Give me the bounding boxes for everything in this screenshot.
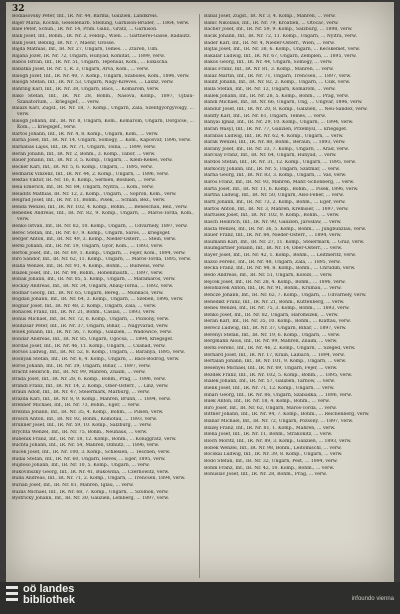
register-entry: Berki Ferenc, Inf., IR. Nr. 46, 2. Komp., Ungarn, ... Szeged, verw. bbox=[204, 346, 356, 352]
register-entry: Berger Anton, Inf., IR. Nr. 49, 3. Komp., Nieder-Österr., ... Stein, verw. bbox=[12, 237, 177, 243]
register-entry: Bakalár Ludwig, Inf., IR. Nr. 67, Ungarn, Zemplén, ... 1895, verw. bbox=[204, 53, 357, 59]
register-entry: Basch Heinrich, Inf., IR. Nr. 90, Galizien, Jarosław, ... verw. bbox=[204, 219, 342, 225]
register-entry: Bartha Ludwig, Inf., IR. Nr. 50, Ungarn, Alsó-Fehér, ... verw. bbox=[204, 193, 344, 199]
register-entry: Bittner Johann, Inf., IR. Nr. 94, 7. Komp., Böhm., ... Reichenberg, verw. bbox=[204, 412, 370, 418]
register-entry: Bajana Jozef, IR. Nr. 72, Ungarn, Hunyad, Komitat, ... 1899, verw. bbox=[12, 53, 165, 59]
register-entry: Balázs Karl, Zugsf., IR. Nr. 18, 7. Komp., Ungarn, Zala, Szentgyörgyvölgy, ... verw. bbox=[12, 106, 194, 118]
logo-mark-icon bbox=[6, 583, 20, 607]
register-entry: Bulla Andreas, Inf., IR. Nr. 71, 2. Komp., Ungarn, ... Trencsén, 1894, verw. bbox=[12, 476, 186, 482]
register-entry: Berec Stefan, Inf., IR. Nr. 67, 9. Komp., Ungarn, Sáros, ... kriegsgef. bbox=[12, 230, 171, 236]
register-entry: Bale Peter, Schuh., IR. Nr. 14, Prim. Galiz., Gratz, ... Garnison. bbox=[12, 27, 158, 33]
register-entry: Bandur Josef, Inf., IR. Nr. 20, 8. Komp., Galizien, ... Neu-Sandez, verw. bbox=[204, 106, 368, 112]
register-entry: Bukovinszky Georg, Inf., IR. Nr. 41, Bukowina, ... Czernowitz, verw. bbox=[12, 469, 170, 475]
register-entry: Bartoš Anton, Inf., IR. Nr. 3, Mähren, Kremsier, ... 1897, verw. bbox=[204, 206, 349, 212]
logo-text-line1: oö landes bbox=[23, 583, 75, 595]
register-entry: Bela Emerich, Inf., IR. Nr. 84, Ungarn, Nyitra, ... Kom., verw. bbox=[12, 184, 154, 190]
register-entry: Beladits Mathias, IR. Nr. 12, 2. Komp., Ungarn, ... Sopron, Kom., verw. bbox=[12, 191, 177, 197]
register-entry: Bobák Johann, Inf., IR. Nr. 85, 5. Komp., Ungarn, ... Máramaros, verw. bbox=[12, 277, 176, 283]
register-entry: Bertalan Johann, Inf., IR. Nr. 101, 9. Komp., Ungarn, ... verw. bbox=[204, 359, 347, 365]
register-entry: Bognár Josef, Inf., IR. Nr. 48, 2. Komp., Ungarn, Zala, ... verw. bbox=[12, 303, 157, 309]
register-entry: Bertók Josef, Inf., IR. Nr. 69, 1. Komp., Ungarn, ... Fejér, Kom., 1894, verw. bbox=[12, 250, 186, 256]
register-entry: Bahring Karl, Inf., IR. Nr. 38, Ungarn, Bács, ... Komárom, verw. bbox=[12, 87, 160, 93]
register-entry: Besenyei Michael, Inf., IR. Nr. 69, Ungarn, Fejér, ... verw. bbox=[204, 365, 338, 371]
register-entry: Balk Josef, Inf., Böhm., IR. Nr. 2, Feldsp., Wien. ... Gärtnerei-Gasse, Radautz. bbox=[12, 33, 191, 39]
register-entry: Biró Josef, Inf., IR. Nr. 62, Ungarn, Maros-Torda, ... verw. bbox=[204, 405, 337, 411]
register-entry: Blaha Wenzel, Inf., IR. Nr. 91, 4. Komp., Böhm., ... Budweis, verw. bbox=[12, 263, 165, 269]
register-entry: Barák Wenzel, Inf., IR. Nr. 88, Böhm., Beraun, ... 1893, verw. bbox=[204, 140, 346, 146]
register-entry: Barna Georg, Inf., IR. Nr. 83, 3. Komp., Ungarn, ... Vas, verw. bbox=[204, 173, 347, 179]
register-entry: Benedikt Franz, Inf., IR. Nr. 21, Böhm., Kuttenberg, ... verw. bbox=[204, 299, 345, 305]
register-entry: Böhm Franz, Inf., IR. Nr. 42, 10. Komp., Böhm., ... verw. bbox=[204, 465, 335, 471]
register-entry: Bujdosó Johann, Inf., IR. Nr. 10, 5. Komp., Ungarn, ... verw. bbox=[12, 463, 150, 469]
register-entry: Brunner Josef, Inf., IR. Nr. 59, 10. Komp., Salzburg, ... verw. bbox=[12, 423, 152, 429]
register-entry: Bánffy Karl, Inf., IR. Nr. 61, Ungarn, Temes, ... verw. bbox=[204, 113, 326, 119]
register-entry: Brandl Franz, Inf., IR. Nr. 14, 2. Komp., Ober-Österr., ... Linz, verw. bbox=[12, 383, 169, 389]
register-entry: Bartl Johann, Inf., IR. Nr. 73, 2. Komp., Böhm., ... Eger, verw. bbox=[204, 199, 346, 205]
register-entry: Bányai Ignaz, Inf., IR. Nr. 29, 10. Komp., Ungarn, ... 1894, verw. bbox=[204, 120, 354, 126]
register-entry: Beran Johann, Inf., IR. Nr. 2, Böhm., 3. Komp., Tábor, ... verw. bbox=[12, 151, 156, 157]
register-entry: Bubenik Franz, Inf., IR. Nr. 18, 12. Komp., Böhm., ... Königgrätz, verw. bbox=[12, 436, 177, 442]
register-entry: Bohuš Michael, Inf., IR. Nr. 72, 6. Komp., Ungarn, ... Pozsony, verw. bbox=[12, 317, 170, 323]
register-entry: Bartusek Josef, Inf., IR. Nr. 102, 9. Komp., Böhm., ... verw. bbox=[204, 213, 340, 219]
register-entry: Bačík Johann, Inf., IR. Nr. 72, 11. Komp., Ungarn, ... Nyitra, verw. bbox=[204, 33, 357, 39]
register-entry: Bálogh Stefan, Inf., IR. Nr. 53, Ungarn, Nagy-Kiréves, ... Laxnz, verw. bbox=[12, 80, 174, 86]
register-entry: Ballek Johann, Inf., IR. Nr. 28, 5. Komp., Böhm., ... Prag, verw. bbox=[204, 93, 349, 99]
register-entry: Benedek Andreas, Inf., IR. Nr. 82, 9. Komp., Ungarn, ... Maros-Torda, Kom., verw. bbox=[12, 211, 194, 223]
register-entry: Balint Johann, Inf., IR. Nr. 82, 2. Komp., Ungarn, ... Csík, verw. bbox=[204, 80, 351, 86]
register-entry: Bogdan Johann, Inf., IR. Nr. 64, 3. Komp., Ungarn, ... Szeben, 1896, verw. bbox=[12, 297, 184, 303]
register-entry: Bosnyák Stefan, Inf., IR. Nr. 6, 4. Komp., Ungarn, ... Bács-Bodrog, verw. bbox=[12, 356, 180, 362]
register-entry: Buchta Johann, Inf., IR. Nr. 54, Mähren, Olmütz, ... 1896, verw. bbox=[12, 443, 160, 449]
register-entry: Brychta Wenzel, Inf., IR. Nr. 75, Böhm., Neuhaus, ... verw. bbox=[12, 429, 148, 435]
logo-text-line2: bibliothek bbox=[23, 594, 75, 606]
register-entry: Balk Josef, Bebing, IR. Nr. 7, Maehr, Grosse. bbox=[12, 40, 116, 46]
register-entry: Baumann Karl, Inf., IR. Nr. 27, 11. Komp., Steiermark, ... Graz, verw. bbox=[204, 239, 365, 245]
register-entry: Balaš Franz, Inf., IR. Nr. 81, 3. Komp., Mähren, ... verw. bbox=[204, 67, 334, 73]
register-entry: Bíró Sándor, Inf., IR. Nr. 62, 11. Komp., Ungarn, ... Maros-Torda, 1895, verw. bbox=[12, 257, 192, 263]
register-entry: Blanár Michael, Inf., IR. Nr. 72, Ungarn, Pozsony, ... 1897, verw. bbox=[204, 419, 354, 425]
register-entry: Bodlasovský Peter, Inf., IR. Nr. 44, Barma, Galizien, Landkreis. bbox=[12, 14, 159, 19]
register-entry: Bergmann Alois, Inf., IR. Nr. 99, Mähren, Znaim, ... verw. bbox=[204, 339, 338, 345]
register-entry: Bystřický Johann, Inf., IR. Nr. 30, Galizien, Lemberg, ... 1897, verw. bbox=[12, 496, 170, 502]
column-divider bbox=[199, 14, 200, 578]
register-entry: Becker Karl, Inf., IR. Nr. 5, 6. Komp., Ungarn, ... 1895, verw. bbox=[12, 164, 153, 170]
register-entry: Bolek Johann, Inf., IR. Nr. 56, 7. Komp., Galizien, ... Wadowice, verw. bbox=[12, 330, 173, 336]
register-entry: Bočkay Andreas, Inf., IR. Nr. 34, Ungarn, Abauj-Torna, ... 1892, verw. bbox=[12, 283, 174, 289]
register-entry: Bondár Andreas, Inf., IR. Nr. 85, Ungarn, Ugocsa, ... 1894, kriegsgef. bbox=[12, 337, 174, 343]
register-entry: Budai Stefan, Inf., IR. Nr. 60, Ungarn, Heves, ... Eger, 1895, verw. bbox=[12, 456, 166, 462]
register-entry: Berki Johann, Inf., IR. Nr. 19, Ungarn, Győr, Kom., ... 1893, verw. bbox=[12, 244, 164, 250]
register-entry: Bernard Josef, Inf., IR. Nr. 17, Krain, Laibach, ... 1894, verw. bbox=[204, 352, 345, 358]
register-entry: Baláž Martin, Inf., IR. Nr. 71, Ungarn, Trencsén, ... 1897, verw. bbox=[204, 73, 352, 79]
register-entry: Buzás Michael, Inf., IR. Nr. 68, 7. Komp., Ungarn, ... Szolnok, verw. bbox=[12, 489, 169, 495]
register-entry: Brenner Michael, Inf., IR. Nr. 73, Böhm., Eger, ... verw. bbox=[12, 403, 141, 409]
register-entry: Bejček Josef, Inf., IR. Nr. 28, 4. Komp., Böhm., ... 1896, verw. bbox=[204, 279, 346, 285]
register-entry: Bednárik Vinzenz, Inf., IR. Nr. 44, 2. Komp., Ungarn, ... 1896, verw. bbox=[12, 171, 170, 177]
register-entry: Bader Karl, Inf., IR. Nr. 4, Nieder-Österr., Wien, ... verw. bbox=[204, 40, 336, 46]
register-entry: Bálogh Jozef, Inf., IR. Nr. 40, 7. Komp., Ungarn, Szaboles, Kom., 1896, verw. bbox=[12, 73, 190, 79]
register-entry: Bečka Franz, Inf., IR. Nr. 98, 8. Komp., Böhm., ... Chrudim, verw. bbox=[204, 266, 356, 272]
register-entry: Baran Wasyl, Inf., IR. Nr. 77, Galizien, Przemyśl, ... kriegsgef. bbox=[204, 126, 348, 132]
register-entry: Barcsay Franz, Inf., IR. Nr. 64, Ungarn, Hunyad, ... verw. bbox=[204, 153, 337, 159]
register-entry: Bordás Josef, Inf., IR. Nr. 46, 11. Komp., Ungarn, ... Csanád, verw. bbox=[12, 343, 166, 349]
register-entry: Blažek Josef, Inf., IR. Nr. 98, Böhm., Hohenmauth, ... 1897, verw. bbox=[12, 270, 164, 276]
register-entry: Bajer Maria, Köchin, Gesellenarb. Stellung, Garnison-Brüder, ... 1864, verw. bbox=[12, 20, 190, 26]
register-entry: Bielik Josef, Inf., IR. Nr. 71, 12. Komp., Ungarn, ... verw. bbox=[204, 385, 335, 391]
register-entry: Brezina Johann, Inf., IR. Nr. 35, 4. Komp., Böhm., ... Pilsen, verw. bbox=[12, 410, 164, 416]
page-number: 32 bbox=[12, 4, 25, 14]
footer-link[interactable]: infoundo vienna bbox=[351, 596, 394, 602]
register-entry: Bakos Georg, Inf., IR. Nr. 44, Ungarn, Somogy, ... verw. bbox=[204, 60, 333, 66]
register-entry: Baroš Franz, Inf., IR. Nr. 93, Mähren, Mähr.-Schönberg, ... verw. bbox=[204, 180, 355, 186]
register-entry: Bazsó Ferenc, Inf., IR. Nr. 48, Ungarn, Zala, ... 1895, verw. bbox=[204, 259, 341, 265]
register-entry: Bracht Heinrich, Inf., IR. Nr. 99, Mähren, Znaim, ... verw. bbox=[12, 370, 146, 376]
register-entry: Barna Josef, Inf., IR. Nr. 14, Ungarn, Somogy, ... Kom., Kaposvár, 1896, verw. bbox=[12, 138, 192, 144]
register-entry: Bodó Stefan, Inf., IR. Nr. 32, Ungarn, Pest, ... 1894, verw. bbox=[204, 458, 338, 464]
register-entry: Bayer Josef, Inf., IR. Nr. 42, 1. Komp., Böhm., ... Leitmeritz, verw. bbox=[204, 253, 357, 259]
register-entry: Bedő Andreas, Inf., IR. Nr. 51, Ungarn, Kolozs, ... verw. bbox=[204, 272, 333, 278]
register-entry: Burián Josef, Inf., IR. Nr. 81, Mähren, Iglau, ... verw. bbox=[12, 483, 134, 489]
register-entry: Bialek Johann, Inf., IR. Nr. 57, Galizien, Tarnów, ... verw. bbox=[204, 379, 336, 385]
register-entry: Belgrád Josef, Inf., IR. Nr. 11, Böhm., Pisek, ... Schlan, Bez., verw. bbox=[12, 198, 166, 204]
register-entry: Berán Karl, Inf., IR. Nr. 35, 10. Komp., Böhm., ... Klattau, verw. bbox=[204, 319, 351, 325]
register-entry: Babić Nikolaus, Inf., IR. Nr. 79, Kroatien, ... Otočac, verw. bbox=[204, 20, 339, 26]
register-entry: Bandi Michael, Inf., IR. Nr. 66, Ungarn, Ung, ... Ungvár, 1896, verw. bbox=[204, 100, 363, 106]
register-entry: Bleha Josef, Inf., IR. Nr. 11, Böhm., Strakonitz, ... verw. bbox=[204, 432, 333, 438]
register-entry: Benda Wenzel, Inf., IR. Nr. 102, 4. Komp., Böhm., ... Beneschau, Bez., verw. bbox=[12, 204, 188, 210]
register-entry: Bezděk Franz, Inf., IR. Nr. 102, 5. Komp., Böhm., ... 1895, verw. bbox=[204, 372, 353, 378]
register-entry: Bloch Moritz, Inf., IR. Nr. 89, 3. Komp., Galizien, ... 1893, verw. bbox=[204, 439, 352, 444]
register-entry: Blažej Franz, Inf., IR. Nr. 81, 1. Komp., Mähren, ... verw. bbox=[204, 425, 336, 431]
register-entry: Baumgartner Johann, Inf., IR. Nr. 14, Ober-Österr., ... verw. bbox=[204, 246, 343, 252]
right-column bbox=[204, 14, 386, 479]
register-entry: Beneš Wenzel, Inf., IR. Nr. 75, 3. Komp., Böhm., ... 1893, verw. bbox=[204, 306, 350, 312]
register-entry: Buček Josef, Inf., IR. Nr. 100, 3. Komp., Schlesien, ... Teschen, verw. bbox=[12, 449, 171, 455]
register-entry: Bacher Josef, Inf., IR. Nr. 59, 9. Komp., Salzburg, ... 1898, verw. bbox=[204, 27, 353, 33]
register-entry: Bajtai Josef, Inf., IR. Nr. 38, 6. Komp., Ungarn, ... Kecskemét, verw. bbox=[204, 47, 361, 53]
register-entry: Barany Josef, Inf., IR. Nr. 33, 7. Komp., Ungarn, ... Arad, verw. bbox=[204, 146, 349, 152]
register-entry: Bektas Viktor, IR. Nr. 16, 8. Komp., Serbien, Bosnien, ... verw. bbox=[12, 178, 156, 184]
register-entry: Bajda Mathias, Inf., IR. Nr. 27, Ungarn, Temes. ... Ztaren, Ulm. bbox=[12, 47, 159, 53]
register-entry: Brada Josef, Inf., IR. Nr. 28, 6. Komp., Böhm., Prag, ... 1896, verw. bbox=[12, 376, 166, 382]
register-entry: Bartos Johann, Inf., IR. Nr. 4, 8. Komp., Ungarn, Kom., ... verw. bbox=[12, 131, 159, 137]
register-entry: Boros Johann, Inf., IR. Nr. 39, Ungarn, Bihar, ... 1897, verw. bbox=[12, 363, 151, 369]
register-entry: Boldizsár Peter, Inf., IR. Nr. 37, Ungarn, Bihar, ... Nagyvárad, verw. bbox=[12, 323, 169, 329]
register-entry: Bakó Stefan, Inf., IR. Nr. 28, Böhm., Nasová, Komp., 1897, Ujfalu-Szanatorium, ... kriegsgef., ... verw. bbox=[12, 93, 194, 105]
register-entry: Bárdos Stefan, Inf., IR. Nr. 31, 12. Komp., Ungarn, ... 1895, verw. bbox=[204, 160, 357, 166]
register-entry: Bašta Wenzel, Inf., IR. Nr. 36, 5. Komp., Böhm., ... Jungbunzlau, verw. bbox=[204, 226, 367, 232]
register-entry: Bocskai Ludwig, Inf., IR. Nr. 39, 8. Komp., Ungarn, ... verw. bbox=[204, 452, 343, 458]
register-entry: Bárta Josef, Inf., IR. Nr. 11, 6. Komp., Böhm., ... Písek, 1896, verw. bbox=[204, 186, 359, 192]
document-page bbox=[6, 2, 394, 582]
library-logo[interactable] bbox=[6, 583, 75, 607]
register-entry: Barkóczy Johann, Inf., IR. Nr. 5, Ungarn, Szatmár, ... verw. bbox=[204, 166, 341, 172]
register-entry: Balla Stefan, Inf., IR. Nr. 12, Ungarn, Komárom, ... verw. bbox=[204, 87, 336, 93]
register-entry: Bobek Wenzel, Inf., IR. Nr. 98, Böhm., Leitomischl, ... verw. bbox=[204, 445, 342, 451]
register-entry: Bauer Franz, Inf., IR. Nr. 84, Nieder-Österr., ... 1894, verw. bbox=[204, 233, 342, 239]
register-entry: Brázda Karl, Inf., IR. Nr. 8, 9. Komp., Mähren, Brünn, ... 1894, verw. bbox=[12, 396, 171, 402]
register-entry: Boháček Franz, Inf., IR. Nr. 21, Böhm., Časlau, ... 1893, verw. bbox=[12, 310, 156, 316]
register-entry: Berecz Ludwig, Inf., IR. Nr. 37, Ungarn, Bihar, ... 1897, verw. bbox=[204, 326, 347, 332]
left-column bbox=[12, 14, 194, 503]
register-entry: Babos Istvan, Inf., IR. Nr. 51, Ungarn, Tepenuál, Kom., ... Eskischa. bbox=[12, 60, 169, 66]
register-entry: Barabás Ludwig, Inf., IR. Nr. 62, 4. Komp., Ungarn, ... verw. bbox=[204, 133, 344, 139]
register-entry: Brosch Anton, Inf., IR. Nr. 92, Böhm., Komotau, ... 1893, verw. bbox=[12, 416, 158, 422]
register-entry: Bilek Anton, Inf., IR. Nr. 18, 4. Komp., Böhm., ... verw. bbox=[204, 399, 330, 405]
register-entry: Bencze Johann, Inf., IR. Nr. 62, 7. Komp., Ungarn, ... Udvarhely, verw. bbox=[204, 292, 367, 298]
register-entry: Bodnár Georg, Inf., IR. Nr. 65, Ungarn, Bereg, ... Munkács, verw. bbox=[12, 290, 164, 296]
register-entry: Bihari Georg, Inf., IR. Nr. 86, Ungarn, Szabadka, ... 1896, verw. bbox=[204, 392, 352, 398]
register-entry: Bauer Johann, Inf., IR. Nr. 3, 5. Komp., Ungarn, ... Klein-Kékes, verw. bbox=[12, 158, 173, 164]
register-entry: Berényi Stefan, Inf., IR. Nr. 19, 6. Komp., Ungarn, ... verw. bbox=[204, 332, 341, 338]
register-entry: Balogh Johann, Inf., IR. Nr. 8, Ungarn, Kom., Komárom, Ungarn, Dörgicse, ... Kom., ... kriegsgef., verw. bbox=[12, 119, 194, 131]
register-entry: Borsos Ludwig, Inf., IR. Nr. 52, 8. Komp., Ungarn, ... Baranya, 1895, verw. bbox=[12, 350, 186, 356]
register-entry: Bělohlávek Anton, Inf., IR. Nr. 91, Böhm., Krumau, ... verw. bbox=[204, 286, 342, 292]
register-entry: Barnabás Lajos, Inf., IR. Nr. 71, Ungarn, Tolna, ... 1899, verw. bbox=[12, 145, 156, 151]
register-entry: Bábatka Josef, IR. Nr. 1, R. 3, Ungarn, Árva, Kom., ... verw. bbox=[12, 67, 150, 73]
register-entry: Bohuslav Josef, Inf., IR. Nr. 28, Böhm., Prag, ... verw. bbox=[204, 472, 328, 478]
register-entry: Benkő Josef, Inf., IR. Nr. 82, Ungarn, Háromszék, ... verw. bbox=[204, 312, 339, 318]
register-entry: Babál Josef, Zugsf., IR. Nr. 3, 4. Komp., Mähren, ... verw. bbox=[204, 14, 336, 19]
register-entry: Benkó Istvan, Inf., IR. Nr. 82, 10. Komp., Ungarn, ... Udvarhely, 1897, verw. bbox=[12, 224, 188, 230]
register-entry: Braun Adolf, Inf., IR. Nr. 47, Steiermark, Marburg, ... verw. bbox=[12, 390, 150, 396]
